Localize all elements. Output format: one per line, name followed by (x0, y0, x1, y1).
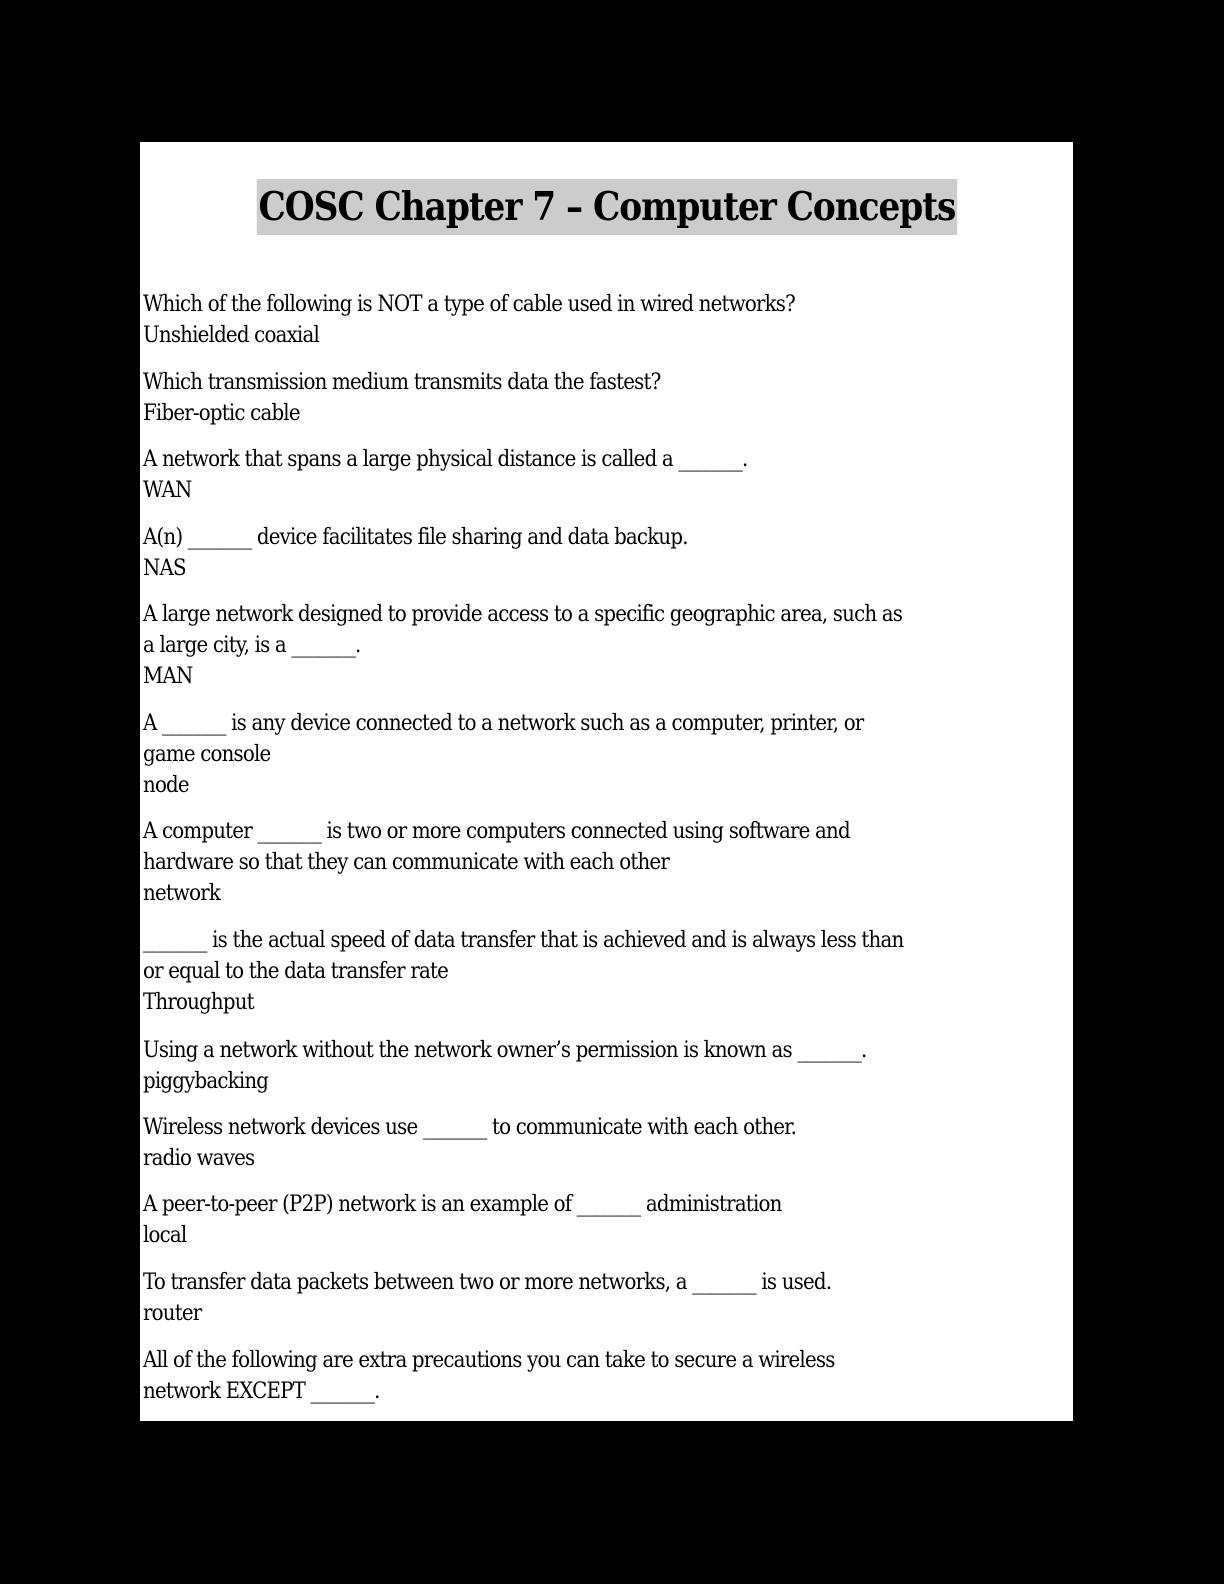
qa-item-10 (143, 1112, 1073, 1174)
answer-text: MAN (143, 664, 193, 690)
answer-text: WAN (143, 478, 192, 504)
question-text: A computer _______ is two or more computers connected using software and (143, 819, 850, 844)
answer-text: piggybacking (143, 1069, 269, 1095)
answer-text: network (143, 881, 221, 907)
question-text: A network that spans a large physical distance is called a _______. (143, 447, 748, 472)
answer-text: node (143, 773, 189, 799)
answer-text: Unshielded coaxial (143, 323, 319, 349)
question-text-cont: hardware so that they can communicate with each other (143, 850, 669, 876)
question-text: Which of the following is NOT a type of cable used in wired networks? (143, 292, 795, 317)
answer-text: Fiber-optic cable (143, 401, 300, 427)
qa-item-13 (143, 1345, 1073, 1407)
question-text-cont: game console (143, 742, 271, 768)
question-text: A _______ is any device connected to a network such as a computer, printer, or (143, 711, 864, 736)
question-text: A peer-to-peer (P2P) network is an example of _______ administration (143, 1192, 782, 1217)
qa-item-4 (143, 522, 1073, 584)
question-text-cont: or equal to the data transfer rate (143, 959, 449, 985)
qa-item-7 (143, 816, 1073, 910)
question-text: _______ is the actual speed of data transfer that is achieved and is always less than (143, 928, 904, 953)
question-text-cont: a large city, is a _______. (143, 633, 361, 659)
document-page (140, 142, 1073, 1421)
question-text: Which transmission medium transmits data the fastest? (143, 370, 661, 395)
qa-item-9 (143, 1035, 1073, 1097)
answer-text: radio waves (143, 1146, 255, 1172)
question-text: To transfer data packets between two or more networks, a _______ is used. (143, 1270, 832, 1295)
answer-text: NAS (143, 556, 186, 582)
question-text: A(n) _______ device facilitates file sharing and data backup. (143, 525, 688, 550)
answer-text: local (143, 1223, 187, 1249)
qa-item-11 (143, 1189, 1073, 1251)
page-title: COSC Chapter 7 – Computer Concepts (256, 179, 956, 235)
qa-item-1 (143, 289, 1073, 351)
answer-text: router (143, 1301, 202, 1327)
question-text: A large network designed to provide access to a specific geographic area, such as (143, 602, 903, 627)
qa-item-5 (143, 599, 1073, 693)
question-text: Wireless network devices use _______ to communicate with each other. (143, 1115, 797, 1140)
qa-item-12 (143, 1267, 1073, 1329)
question-text: Using a network without the network owner’s permission is known as _______. (143, 1038, 867, 1063)
question-text-cont: network EXCEPT _______. (143, 1379, 380, 1405)
qa-item-2 (143, 367, 1073, 429)
qa-item-6 (143, 708, 1073, 802)
qa-item-3 (143, 444, 1073, 506)
question-text: All of the following are extra precautions you can take to secure a wireless (143, 1348, 835, 1373)
answer-text: Throughput (143, 990, 254, 1016)
qa-item-8 (143, 925, 1073, 1019)
title-container (140, 179, 1073, 235)
